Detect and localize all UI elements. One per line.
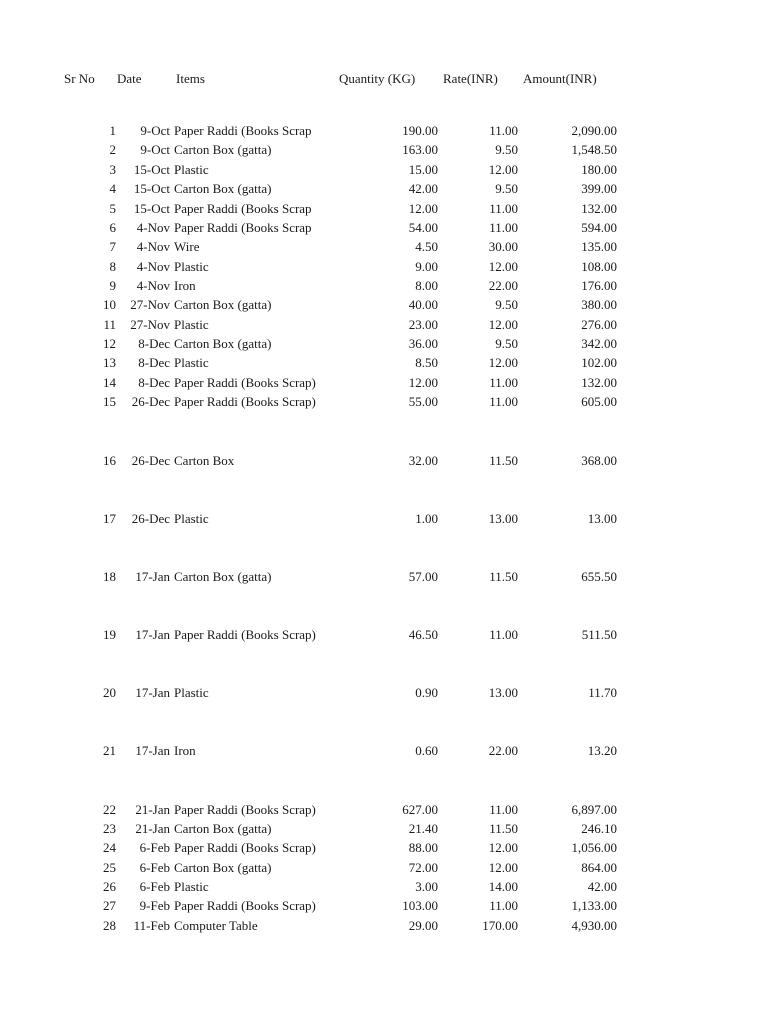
table-row	[0, 180, 768, 198]
table-row	[0, 219, 768, 237]
row-sr-no: 26	[103, 879, 116, 894]
row-amount: 605.00	[581, 394, 617, 409]
row-sr-no: 8	[109, 259, 116, 274]
table-row	[0, 742, 768, 760]
table-row	[0, 801, 768, 819]
row-sr-no: 25	[103, 860, 116, 875]
table-row	[0, 141, 768, 159]
row-sr-no: 19	[103, 627, 116, 642]
row-sr-no: 2	[109, 142, 116, 157]
row-quantity: 3.00	[415, 879, 438, 894]
row-item: Paper Raddi (Books Scrap)	[174, 802, 316, 817]
row-quantity: 12.00	[408, 201, 438, 216]
row-date: 26-Dec	[131, 394, 170, 409]
row-rate: 9.50	[495, 142, 518, 157]
table-row	[0, 917, 768, 935]
header-items: Items	[176, 71, 205, 86]
row-quantity: 0.90	[415, 685, 438, 700]
row-quantity: 627.00	[402, 802, 438, 817]
row-amount: 2,090.00	[571, 123, 617, 138]
row-rate: 22.00	[488, 278, 518, 293]
row-amount: 132.00	[581, 375, 617, 390]
row-date: 6-Feb	[139, 860, 170, 875]
row-date: 8-Dec	[138, 336, 170, 351]
row-quantity: 36.00	[408, 336, 438, 351]
table-row	[0, 122, 768, 140]
row-item: Paper Raddi (Books Scrap)	[174, 375, 316, 390]
row-amount: 6,897.00	[571, 802, 617, 817]
row-quantity: 54.00	[408, 220, 438, 235]
row-sr-no: 3	[109, 162, 116, 177]
table-row	[0, 258, 768, 276]
table-row	[0, 277, 768, 295]
row-item: Paper Raddi (Books Scrap	[174, 123, 312, 138]
row-quantity: 55.00	[408, 394, 438, 409]
row-date: 21-Jan	[135, 821, 170, 836]
row-rate: 11.00	[489, 627, 518, 642]
row-amount: 4,930.00	[571, 918, 617, 933]
row-item: Plastic	[174, 162, 209, 177]
table-row	[0, 839, 768, 857]
row-amount: 135.00	[581, 239, 617, 254]
table-row	[0, 568, 768, 586]
row-amount: 13.00	[587, 511, 617, 526]
row-rate: 12.00	[488, 860, 518, 875]
row-amount: 399.00	[581, 181, 617, 196]
row-item: Iron	[174, 743, 196, 758]
row-amount: 108.00	[581, 259, 617, 274]
row-date: 17-Jan	[135, 627, 170, 642]
row-item: Plastic	[174, 317, 209, 332]
row-quantity: 88.00	[408, 840, 438, 855]
row-date: 11-Feb	[133, 918, 170, 933]
row-quantity: 163.00	[402, 142, 438, 157]
row-item: Carton Box (gatta)	[174, 297, 272, 312]
row-date: 27-Nov	[130, 297, 170, 312]
row-sr-no: 27	[103, 898, 116, 913]
row-amount: 276.00	[581, 317, 617, 332]
row-sr-no: 18	[103, 569, 116, 584]
row-sr-no: 23	[103, 821, 116, 836]
row-item: Paper Raddi (Books Scrap	[174, 201, 312, 216]
row-amount: 1,548.50	[571, 142, 617, 157]
row-quantity: 29.00	[408, 918, 438, 933]
row-amount: 176.00	[581, 278, 617, 293]
row-rate: 11.00	[489, 123, 518, 138]
row-item: Wire	[174, 239, 200, 254]
row-rate: 12.00	[488, 355, 518, 370]
row-rate: 11.50	[489, 821, 518, 836]
row-sr-no: 22	[103, 802, 116, 817]
row-date: 6-Feb	[139, 840, 170, 855]
table-row	[0, 897, 768, 915]
row-date: 15-Oct	[133, 201, 170, 216]
row-item: Paper Raddi (Books Scrap)	[174, 394, 316, 409]
row-date: 4-Nov	[136, 259, 170, 274]
row-rate: 12.00	[488, 162, 518, 177]
row-quantity: 42.00	[408, 181, 438, 196]
row-quantity: 12.00	[408, 375, 438, 390]
row-quantity: 1.00	[415, 511, 438, 526]
row-item: Carton Box	[174, 453, 235, 468]
row-item: Carton Box (gatta)	[174, 569, 272, 584]
row-quantity: 190.00	[402, 123, 438, 138]
row-item: Paper Raddi (Books Scrap)	[174, 898, 316, 913]
row-rate: 14.00	[488, 879, 518, 894]
table-row	[0, 296, 768, 314]
table-row	[0, 510, 768, 528]
row-sr-no: 20	[103, 685, 116, 700]
row-item: Computer Table	[174, 918, 258, 933]
row-item: Plastic	[174, 511, 209, 526]
row-quantity: 23.00	[408, 317, 438, 332]
row-quantity: 46.50	[408, 627, 438, 642]
row-amount: 1,133.00	[571, 898, 617, 913]
row-sr-no: 14	[103, 375, 116, 390]
row-item: Carton Box (gatta)	[174, 821, 272, 836]
row-date: 9-Oct	[140, 142, 170, 157]
row-quantity: 8.00	[415, 278, 438, 293]
row-amount: 864.00	[581, 860, 617, 875]
row-item: Plastic	[174, 355, 209, 370]
table-row	[0, 238, 768, 256]
row-rate: 13.00	[488, 511, 518, 526]
row-item: Paper Raddi (Books Scrap	[174, 220, 312, 235]
row-rate: 9.50	[495, 297, 518, 312]
row-amount: 180.00	[581, 162, 617, 177]
row-date: 26-Dec	[131, 453, 170, 468]
row-date: 17-Jan	[135, 685, 170, 700]
row-sr-no: 24	[103, 840, 116, 855]
row-quantity: 9.00	[415, 259, 438, 274]
row-rate: 22.00	[488, 743, 518, 758]
table-row	[0, 393, 768, 411]
row-date: 15-Oct	[133, 181, 170, 196]
row-rate: 11.00	[489, 201, 518, 216]
row-amount: 380.00	[581, 297, 617, 312]
header-date: Date	[117, 71, 142, 86]
row-rate: 9.50	[495, 336, 518, 351]
row-date: 9-Feb	[139, 898, 170, 913]
row-quantity: 72.00	[408, 860, 438, 875]
table-row	[0, 374, 768, 392]
row-quantity: 0.60	[415, 743, 438, 758]
row-rate: 12.00	[488, 259, 518, 274]
row-sr-no: 13	[103, 355, 116, 370]
row-rate: 11.50	[489, 569, 518, 584]
row-rate: 11.00	[489, 898, 518, 913]
row-date: 6-Feb	[139, 879, 170, 894]
row-amount: 11.70	[588, 685, 617, 700]
row-amount: 368.00	[581, 453, 617, 468]
header-amount: Amount(INR)	[523, 71, 597, 86]
table-row	[0, 684, 768, 702]
row-amount: 1,056.00	[571, 840, 617, 855]
row-sr-no: 4	[109, 181, 116, 196]
row-rate: 11.50	[489, 453, 518, 468]
row-date: 4-Nov	[136, 278, 170, 293]
row-amount: 655.50	[581, 569, 617, 584]
row-item: Carton Box (gatta)	[174, 142, 272, 157]
table-row	[0, 878, 768, 896]
row-item: Paper Raddi (Books Scrap)	[174, 840, 316, 855]
row-date: 4-Nov	[136, 239, 170, 254]
row-rate: 9.50	[495, 181, 518, 196]
row-date: 17-Jan	[135, 743, 170, 758]
row-quantity: 4.50	[415, 239, 438, 254]
row-date: 9-Oct	[140, 123, 170, 138]
row-quantity: 32.00	[408, 453, 438, 468]
header-sr-no: Sr No	[64, 71, 95, 86]
row-date: 4-Nov	[136, 220, 170, 235]
row-sr-no: 1	[109, 123, 116, 138]
row-date: 15-Oct	[133, 162, 170, 177]
row-sr-no: 15	[103, 394, 116, 409]
row-rate: 11.00	[489, 394, 518, 409]
header-quantity: Quantity (KG)	[339, 71, 416, 86]
table-row	[0, 161, 768, 179]
row-quantity: 57.00	[408, 569, 438, 584]
row-date: 17-Jan	[135, 569, 170, 584]
row-amount: 42.00	[587, 879, 617, 894]
row-amount: 102.00	[581, 355, 617, 370]
row-date: 8-Dec	[138, 355, 170, 370]
table-header-row	[0, 70, 768, 88]
row-item: Carton Box (gatta)	[174, 181, 272, 196]
row-amount: 342.00	[581, 336, 617, 351]
row-amount: 246.10	[581, 821, 617, 836]
row-amount: 13.20	[587, 743, 617, 758]
row-rate: 13.00	[488, 685, 518, 700]
row-date: 21-Jan	[135, 802, 170, 817]
table-row	[0, 335, 768, 353]
row-rate: 12.00	[488, 840, 518, 855]
row-date: 26-Dec	[131, 511, 170, 526]
table-row	[0, 200, 768, 218]
table-row	[0, 626, 768, 644]
row-item: Plastic	[174, 259, 209, 274]
row-sr-no: 17	[103, 511, 116, 526]
row-sr-no: 10	[103, 297, 116, 312]
row-rate: 11.00	[489, 220, 518, 235]
row-sr-no: 7	[109, 239, 116, 254]
row-sr-no: 11	[103, 317, 116, 332]
header-rate: Rate(INR)	[443, 71, 498, 86]
row-sr-no: 12	[103, 336, 116, 351]
row-sr-no: 16	[103, 453, 116, 468]
row-item: Plastic	[174, 879, 209, 894]
row-quantity: 103.00	[402, 898, 438, 913]
row-sr-no: 6	[109, 220, 116, 235]
row-item: Carton Box (gatta)	[174, 336, 272, 351]
row-rate: 11.00	[489, 375, 518, 390]
table-row	[0, 354, 768, 372]
table-row	[0, 820, 768, 838]
table-row	[0, 452, 768, 470]
row-item: Iron	[174, 278, 196, 293]
row-rate: 30.00	[488, 239, 518, 254]
row-sr-no: 9	[109, 278, 116, 293]
row-sr-no: 28	[103, 918, 116, 933]
row-item: Paper Raddi (Books Scrap)	[174, 627, 316, 642]
row-item: Plastic	[174, 685, 209, 700]
row-amount: 511.50	[581, 627, 617, 642]
table-row	[0, 316, 768, 334]
row-amount: 594.00	[581, 220, 617, 235]
row-quantity: 15.00	[408, 162, 438, 177]
row-quantity: 40.00	[408, 297, 438, 312]
table-row	[0, 859, 768, 877]
row-rate: 12.00	[488, 317, 518, 332]
row-amount: 132.00	[581, 201, 617, 216]
row-quantity: 8.50	[415, 355, 438, 370]
row-rate: 170.00	[482, 918, 518, 933]
row-rate: 11.00	[489, 802, 518, 817]
row-sr-no: 21	[103, 743, 116, 758]
row-date: 8-Dec	[138, 375, 170, 390]
row-quantity: 21.40	[408, 821, 438, 836]
row-sr-no: 5	[109, 201, 116, 216]
row-item: Carton Box (gatta)	[174, 860, 272, 875]
row-date: 27-Nov	[130, 317, 170, 332]
